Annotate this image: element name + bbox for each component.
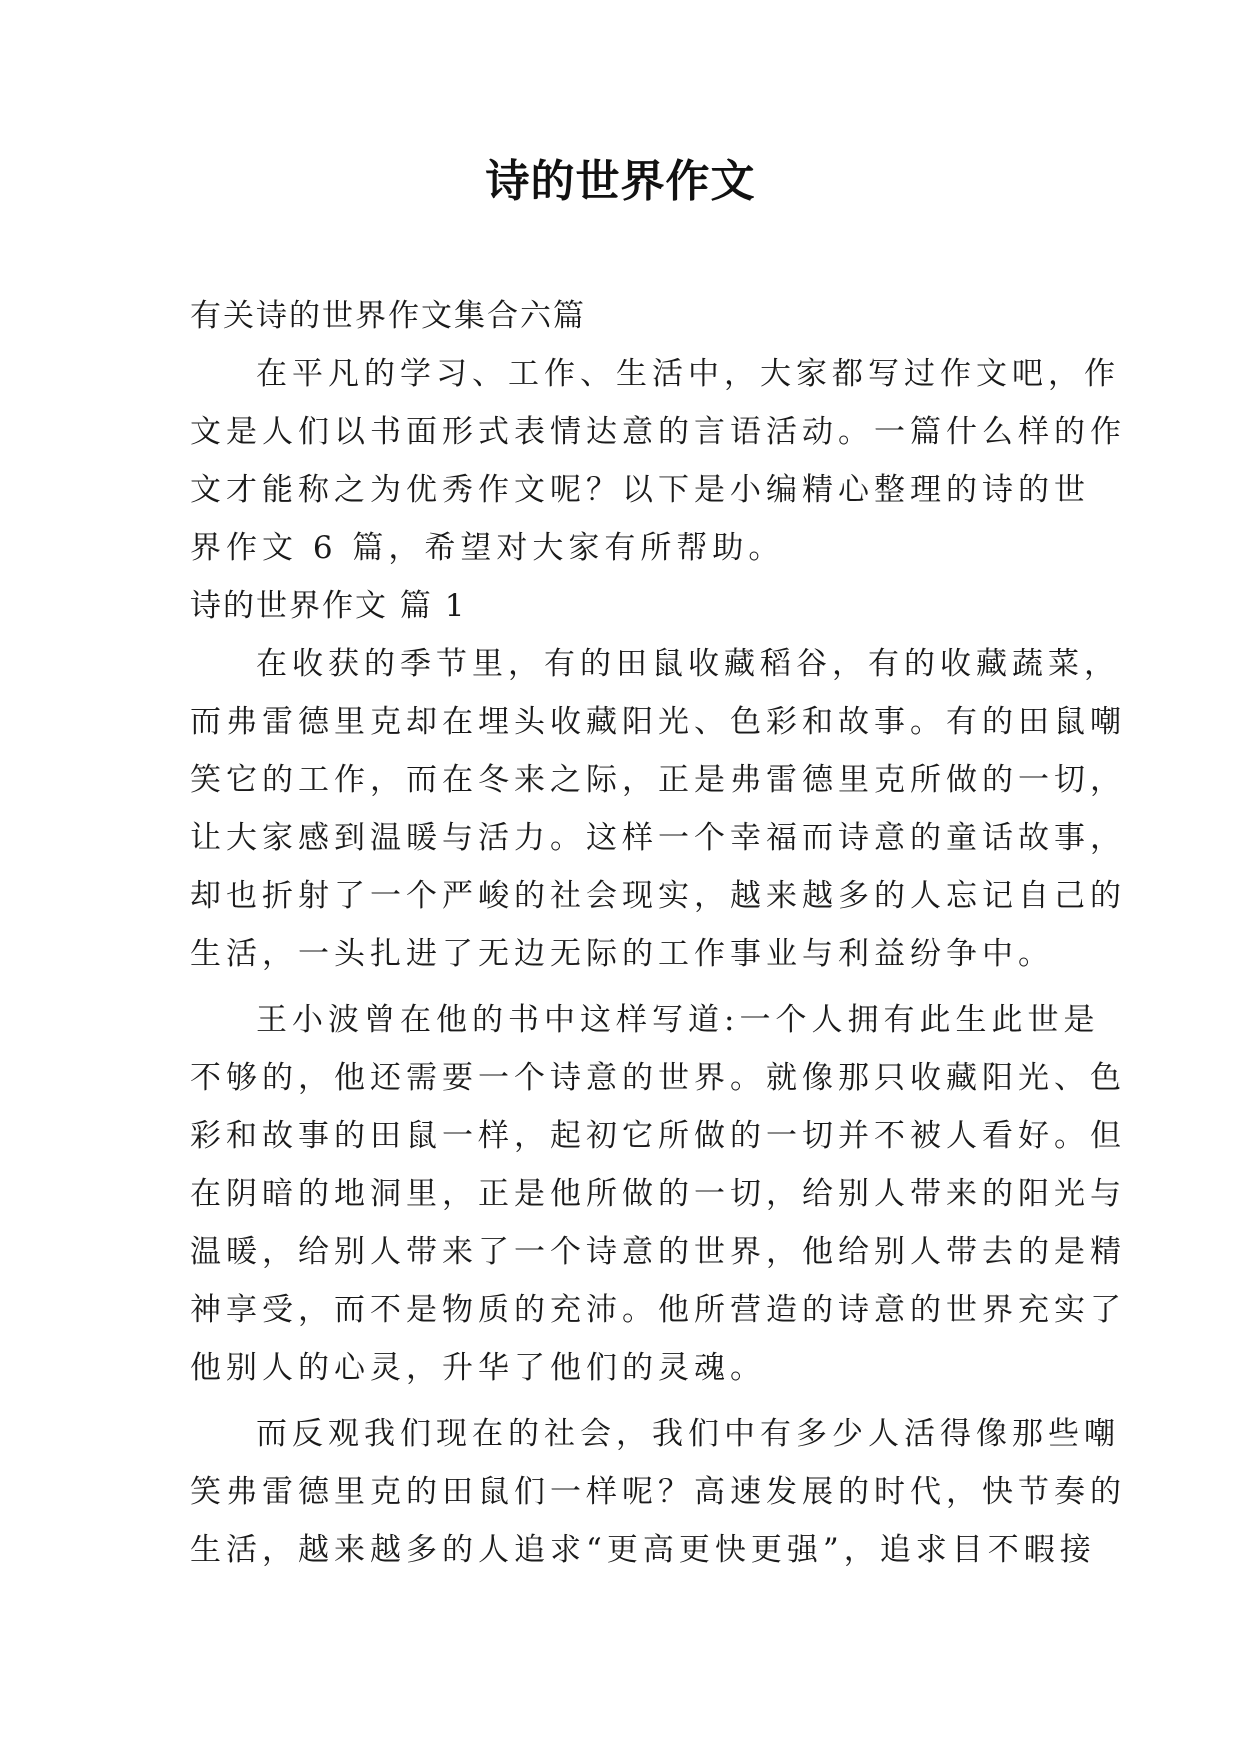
paragraph-line: 笑它的工作，而在冬来之际，正是弗雷德里克所做的一切， [190, 762, 1126, 798]
body-paragraph-2 [190, 991, 1126, 1397]
paragraph-line: 他别人的心灵，升华了他们的灵魂。 [190, 1350, 766, 1386]
intro-paragraph [190, 345, 1126, 577]
paragraph-line: 不够的，他还需要一个诗意的世界。就像那只收藏阳光、色 [190, 1060, 1126, 1096]
paragraph-line: 笑弗雷德里克的田鼠们一样呢？高速发展的时代，快节奏的 [190, 1474, 1126, 1510]
body-paragraph-1 [190, 635, 1126, 983]
paragraph-line: 在收获的季节里，有的田鼠收藏稻谷，有的收藏蔬菜， [256, 646, 1120, 682]
paragraph-line: 而弗雷德里克却在埋头收藏阳光、色彩和故事。有的田鼠嘲 [190, 704, 1126, 740]
paragraph-line: 神享受，而不是物质的充沛。他所营造的诗意的世界充实了 [190, 1292, 1126, 1328]
document-title: 诗的世界作文 [485, 156, 756, 207]
paragraph-line: 却也折射了一个严峻的社会现实，越来越多的人忘记自己的 [190, 878, 1126, 914]
paragraph-line: 而反观我们现在的社会，我们中有多少人活得像那些嘲 [256, 1416, 1120, 1452]
paragraph-line: 让大家感到温暖与活力。这样一个幸福而诗意的童话故事， [190, 820, 1126, 856]
paragraph-line: 王小波曾在他的书中这样写道:一个人拥有此生此世是 [256, 1002, 1100, 1038]
paragraph-line: 文才能称之为优秀作文呢？以下是小编精心整理的诗的世 [190, 472, 1090, 508]
paragraph-spacer [190, 983, 1050, 991]
body-paragraph-3 [190, 1405, 1126, 1579]
document-body [190, 287, 1126, 1579]
paragraph-line: 生活，一头扎进了无边无际的工作事业与利益纷争中。 [190, 936, 1054, 972]
paragraph-line: 界作文 6 篇，希望对大家有所帮助。 [190, 530, 785, 566]
paragraph-line: 生活，越来越多的人追求“更高更快更强”，追求目不暇接 [190, 1532, 1096, 1568]
paragraph-line: 彩和故事的田鼠一样，起初它所做的一切并不被人看好。但 [190, 1118, 1126, 1154]
paragraph-line: 在平凡的学习、工作、生活中，大家都写过作文吧，作 [256, 356, 1120, 392]
section-heading: 诗的世界作文 篇 1 [190, 588, 467, 624]
document-subtitle: 有关诗的世界作文集合六篇 [190, 298, 586, 334]
paragraph-spacer [190, 1397, 1050, 1405]
paragraph-line: 温暖，给别人带来了一个诗意的世界，他给别人带去的是精 [190, 1234, 1126, 1270]
paragraph-line: 在阴暗的地洞里，正是他所做的一切，给别人带来的阳光与 [190, 1176, 1126, 1212]
paragraph-line: 文是人们以书面形式表情达意的言语活动。一篇什么样的作 [190, 414, 1126, 450]
